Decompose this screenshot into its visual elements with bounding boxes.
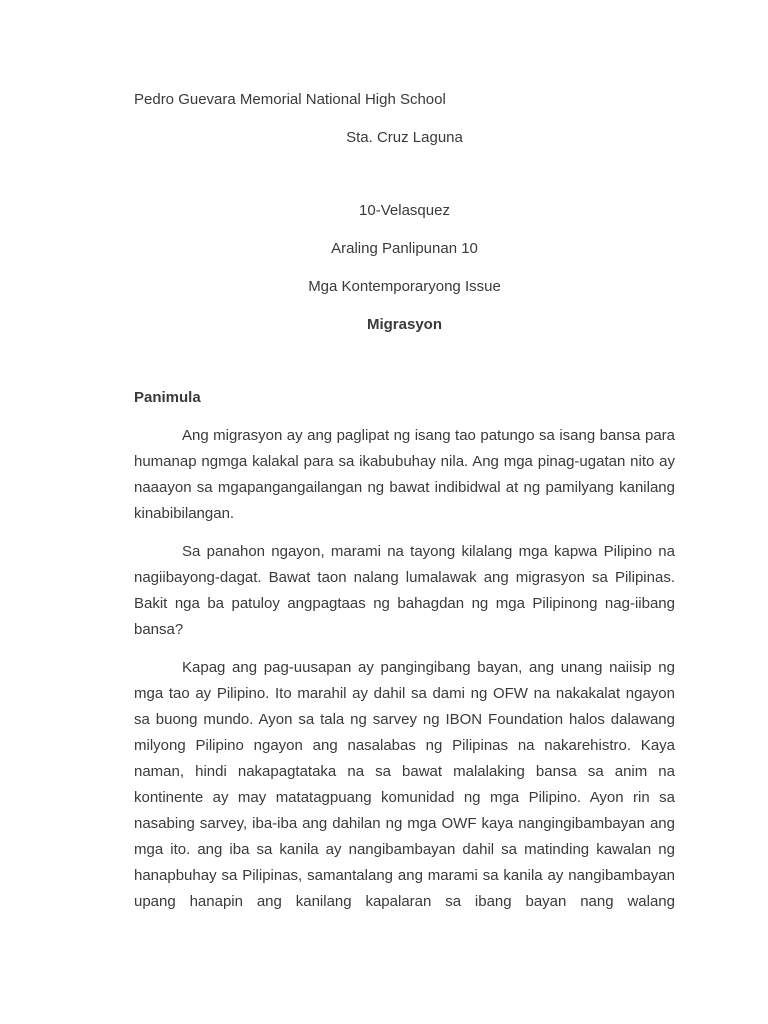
paragraph-line: bansa? (134, 621, 184, 638)
section-heading: Panimula (134, 389, 201, 406)
paragraph-line: humanap ngmga kalakal para sa ikabubuhay nila. Ang mga pinag-ugatan nito ay (134, 453, 675, 470)
paragraph-line: Ang migrasyon ay ang paglipat ng isang tao patungo sa isang bansa para (182, 427, 675, 444)
paragraph-line: Bakit nga ba patuloy angpagtaas ng bahagdan ng mga Pilipinong nag-iibang (134, 595, 675, 612)
paragraph-line: nasabing sarvey, iba-iba ang dahilan ng mga OWF kaya nangingibambayan ang (134, 815, 675, 832)
subject-name: Araling Panlipunan 10 (331, 240, 478, 257)
paragraph-line: naaayon sa mgapangangailangan ng bawat indibidwal at ng pamilyang kanilang (134, 479, 675, 496)
paragraph-line: kontinente ay may matatagpuang komunidad ng mga Pilipino. Ayon rin sa (134, 789, 675, 806)
paragraph-line: milyong Pilipino ngayon ang nasalabas ng Pilipinas na nakarehistro. Kaya (134, 737, 675, 754)
paragraph (134, 539, 675, 643)
paragraph-line: Kapag ang pag-uusapan ay pangingibang bayan, ang unang naiisip ng (182, 659, 675, 676)
paragraph-line: nagiibayong-dagat. Bawat taon nalang lumalawak ang migrasyon sa Pilipinas. (134, 569, 675, 586)
school-location: Sta. Cruz Laguna (346, 129, 463, 146)
paragraph-line: naman, hindi nakapagtataka na sa bawat malalaking bansa sa anim na (134, 763, 675, 780)
paragraph-line: sa buong mundo. Ayon sa tala ng sarvey ng IBON Foundation halos dalawang (134, 711, 675, 728)
paragraph-line: kinabibilangan. (134, 505, 235, 522)
blank-line (134, 350, 675, 385)
document-content (134, 87, 675, 915)
essay-title: Migrasyon (366, 316, 442, 333)
school-name: Pedro Guevara Memorial National High School (134, 91, 446, 108)
paragraph (134, 423, 675, 527)
paragraph-line: hanapbuhay sa Pilipinas, samantalang ang marami sa kanila ay nangibambayan (134, 867, 675, 884)
paragraph (134, 655, 675, 915)
paragraph-line: Sa panahon ngayon, marami na tayong kilalang mga kapwa Pilipino na (182, 543, 675, 560)
course-topic: Mga Kontemporaryong Issue (308, 278, 501, 295)
paragraph-line: mga tao ay Pilipino. Ito marahil ay dahil sa dami ng OFW na nakakalat ngayon (134, 685, 675, 702)
essay-paragraphs (134, 423, 675, 915)
blank-line (134, 163, 675, 198)
paragraph-line: mga ito. ang iba sa kanila ay nangibambayan dahil sa matinding kawalan ng (134, 841, 675, 858)
section-name: 10-Velasquez (359, 202, 450, 219)
paragraph-line: upang hanapin ang kanilang kapalaran sa ibang bayan nang walang (134, 893, 675, 910)
